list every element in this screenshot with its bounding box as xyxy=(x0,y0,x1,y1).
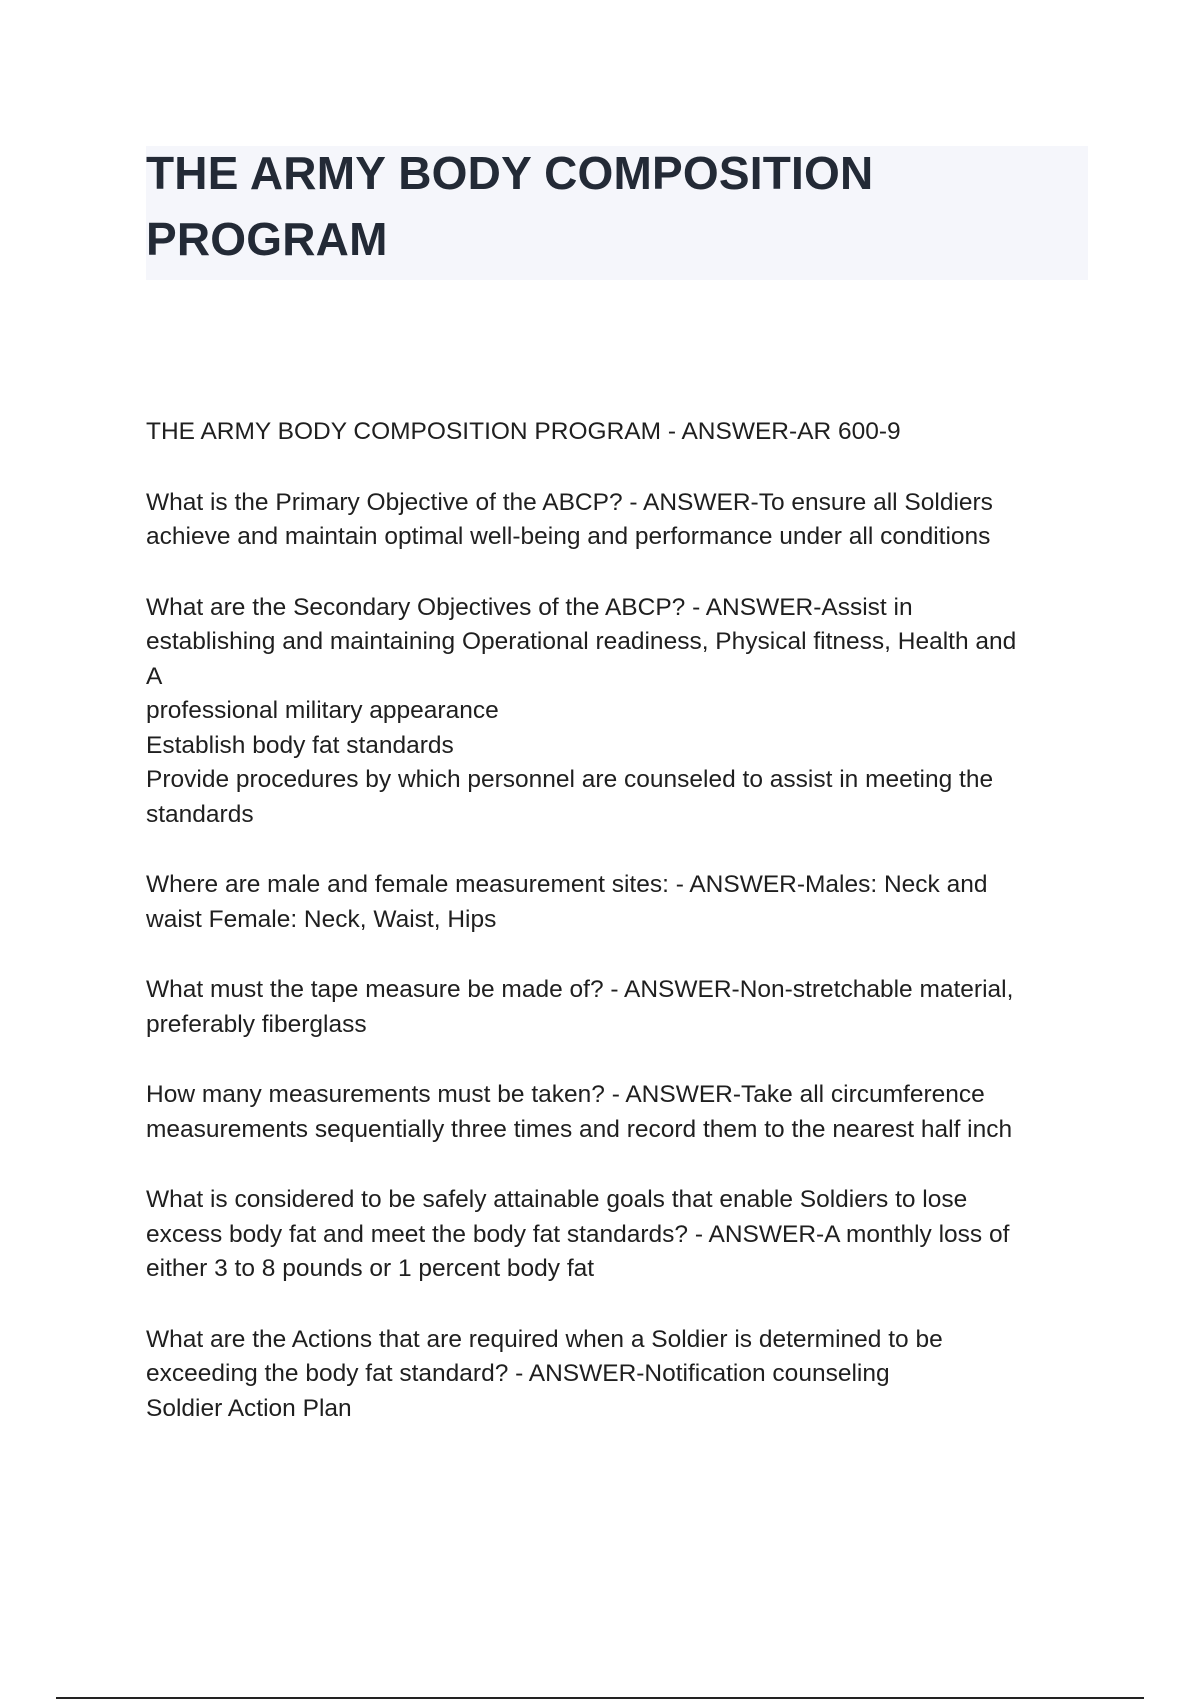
qa-line: Where are male and female measurement sites: - ANSWER-Males: Neck and xyxy=(146,871,988,898)
qa-line: What is considered to be safely attainable goals that enable Soldiers to lose xyxy=(146,1186,968,1213)
qa-line: either 3 to 8 pounds or 1 percent body fat xyxy=(146,1255,595,1282)
qa-line: How many measurements must be taken? - ANSWER-Take all circumference xyxy=(146,1081,985,1108)
qa-line: achieve and maintain optimal well-being and performance under all conditions xyxy=(146,523,991,550)
qa-entry xyxy=(146,868,1086,937)
qa-line: Provide procedures by which personnel are counseled to assist in meeting the xyxy=(146,766,994,793)
qa-line: Soldier Action Plan xyxy=(146,1394,352,1422)
qa-line: What must the tape measure be made of? - ANSWER-Non-stretchable material, xyxy=(146,976,1014,1003)
qa-line: Establish body fat standards xyxy=(146,731,454,759)
qa-line: What is the Primary Objective of the ABCP? - ANSWER-To ensure all Soldiers xyxy=(146,488,993,516)
qa-entry xyxy=(146,486,1086,555)
qa-list xyxy=(146,415,1086,1462)
qa-line: THE ARMY BODY COMPOSITION PROGRAM - ANSWER-AR 600-9 xyxy=(146,418,901,445)
title-line-1: THE ARMY BODY COMPOSITION xyxy=(146,147,874,199)
qa-line: What are the Actions that are required when a Soldier is determined to be xyxy=(146,1325,943,1353)
qa-line: excess body fat and meet the body fat standards? - ANSWER-A monthly loss of xyxy=(146,1220,1010,1248)
footer-divider xyxy=(56,1697,1144,1699)
qa-line: professional military appearance xyxy=(146,697,499,724)
qa-entry xyxy=(146,1183,1086,1287)
qa-entry xyxy=(146,415,1086,450)
qa-entry xyxy=(146,591,1086,833)
qa-entry xyxy=(146,1078,1086,1147)
qa-line: establishing and maintaining Operational readiness, Physical fitness, Health and xyxy=(146,628,1017,655)
qa-line: measurements sequentially three times and record them to the nearest half inch xyxy=(146,1115,1013,1143)
qa-line: A xyxy=(146,662,163,690)
page-title xyxy=(146,140,1046,272)
qa-entry xyxy=(146,1323,1086,1427)
qa-entry xyxy=(146,973,1086,1042)
qa-line: waist Female: Neck, Waist, Hips xyxy=(146,905,497,933)
qa-line: What are the Secondary Objectives of the ABCP? - ANSWER-Assist in xyxy=(146,593,913,621)
qa-line: exceeding the body fat standard? - ANSWER-Notification counseling xyxy=(146,1360,890,1387)
qa-line: standards xyxy=(146,800,254,828)
qa-line: preferably fiberglass xyxy=(146,1010,367,1038)
title-line-2: PROGRAM xyxy=(146,213,388,265)
